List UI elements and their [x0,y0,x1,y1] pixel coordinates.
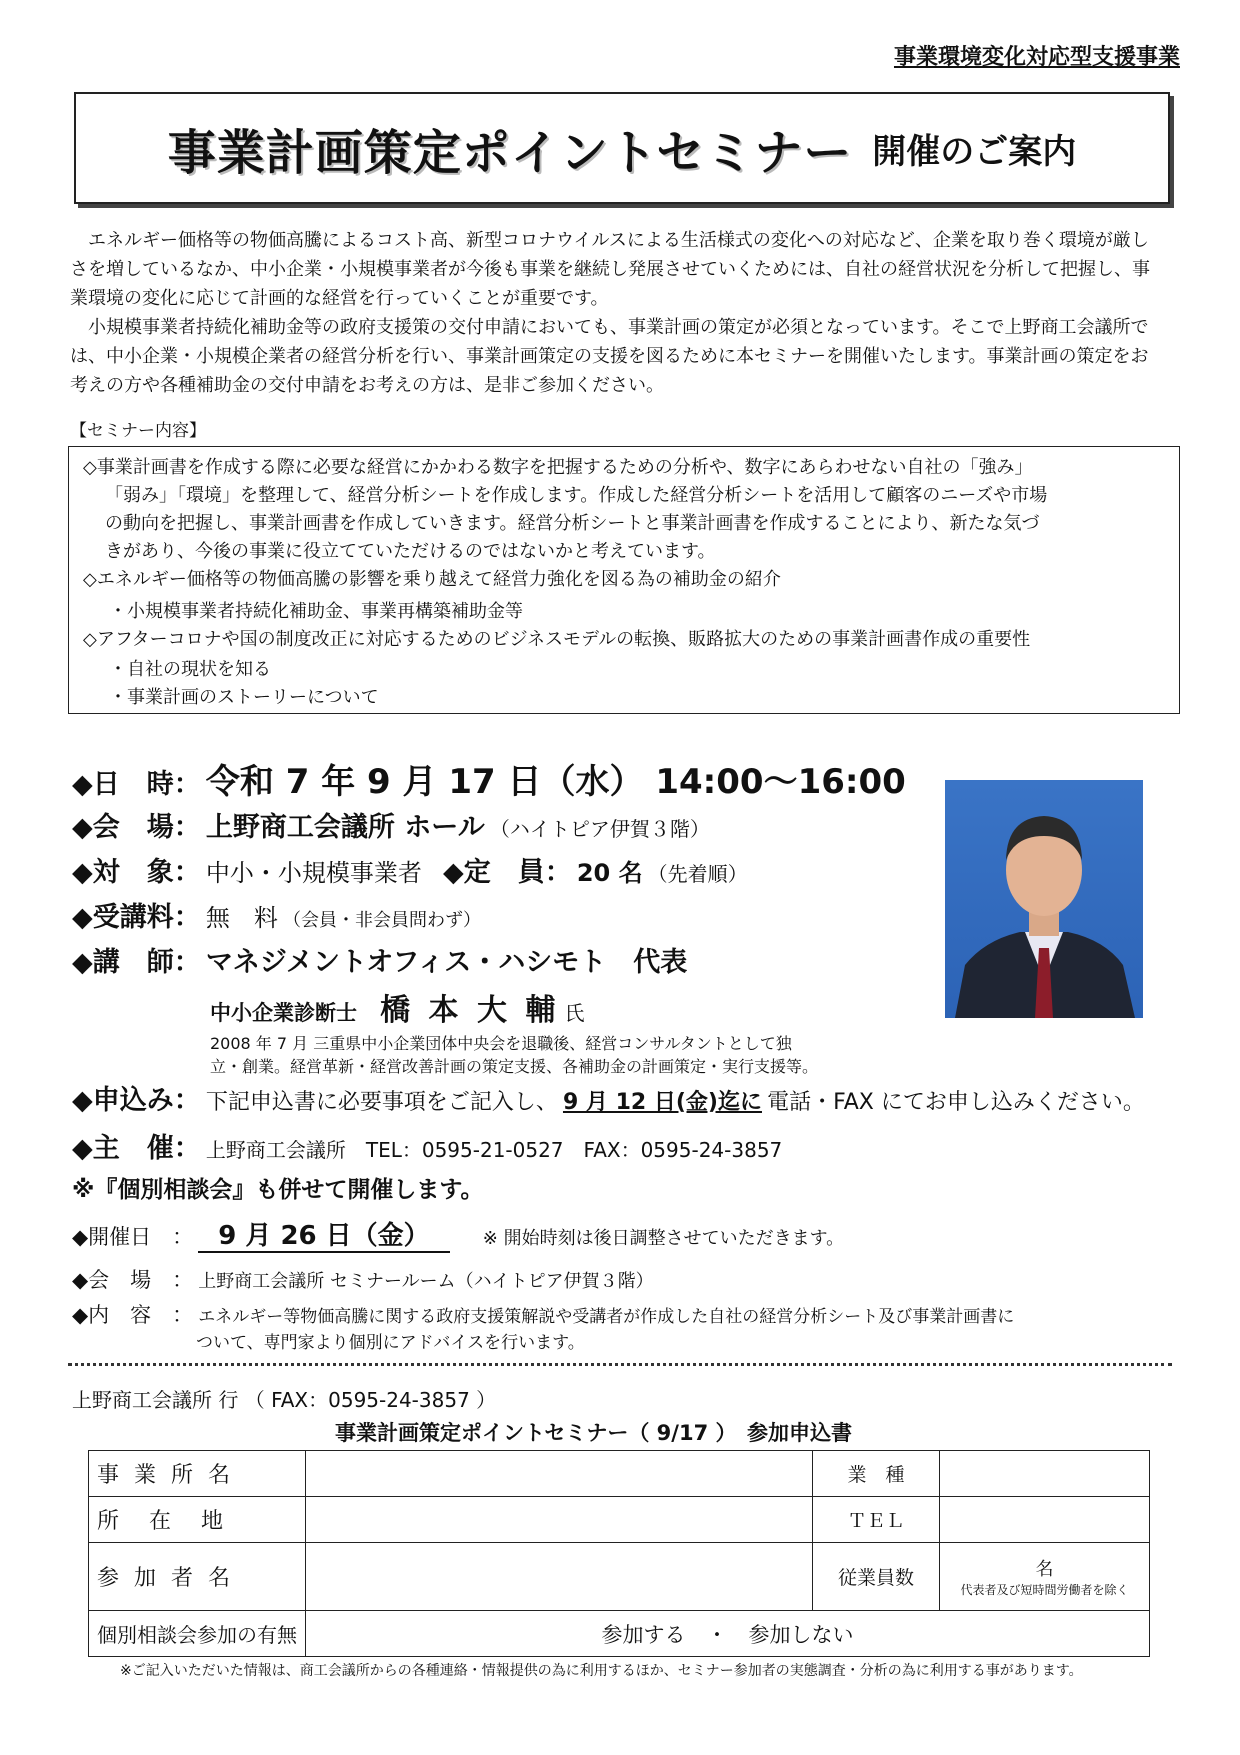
consult-date-label: ◆開催日 ： [72,1225,194,1249]
lecturer-photo [945,780,1143,1018]
datetime-row [72,754,906,803]
datetime-value: 令和 7 年 9 月 17 日（水） 14:00～16:00 [205,762,906,802]
consult-date-row [72,1215,844,1252]
form-fax-to: 上野商工会議所 行 （ FAX：0595-24-3857 ） [72,1388,497,1412]
fee-label: ◆受講料： [72,902,201,933]
tel-field[interactable] [940,1497,1150,1543]
employees-note: 代表者及び短時間労働者を除く [960,1583,1129,1597]
lecturer-org: マネジメントオフィス・ハシモト 代表 [205,947,688,978]
seminar-content-label: 【セミナー内容】 [70,421,206,441]
seminar-line: ◇事業計画書を作成する際に必要な経営にかかわる数字を把握するための分析や、数字にあらわせない自社の「強み」 [83,457,1033,478]
lecturer-label: ◆講 師： [72,947,201,978]
page-title: 事業計画策定ポイントセミナー [167,124,853,181]
tel-label: ＴＥＬ [813,1497,940,1543]
employees-unit: 名 [1035,1559,1054,1580]
seminar-line: ・自社の現状を知る [109,659,271,680]
page-subtitle: 開催のご案内 [872,131,1077,172]
seminar-content-box [68,446,1180,714]
consult-heading: ※『個別相談会』も併せて開催します。 [72,1177,484,1203]
consult-content-row [72,1299,1014,1329]
consult-content-1: エネルギー等物価高騰に関する政府支援策解説や受講者が作成した自社の経営分析シート及び事業計画書に [198,1307,1015,1327]
employees-field[interactable] [940,1543,1150,1611]
cut-line [68,1363,1172,1366]
consult-choice[interactable]: 参加する ・ 参加しない [306,1611,1150,1657]
venue-row [72,805,710,844]
capacity-label: ◆定 員： [442,857,572,888]
capacity-value: 20 名 [576,859,643,887]
lecturer-portrait-icon [945,780,1143,1018]
target-row [72,850,748,889]
host-row [72,1126,782,1165]
company-label: 事 業 所 名 [89,1451,306,1497]
company-field[interactable] [306,1451,813,1497]
target-label: ◆対 象： [72,857,201,888]
apply-deadline: 9 月 12 日(金)迄に [562,1090,762,1115]
lecturer-bio-2: 立・創業。経営革新・経営改善計画の策定支援、各補助金の計画策定・実行支援等。 [210,1057,819,1076]
apply-row [72,1078,1145,1117]
industry-field[interactable] [940,1451,1150,1497]
consult-venue-label: ◆会 場 ： [72,1268,194,1292]
consult-venue-value: 上野商工会議所 セミナールーム（ハイトピア伊賀３階） [198,1271,654,1292]
consult-date-note: ※ 開始時刻は後日調整させていただきます。 [482,1228,845,1249]
seminar-line: ◇エネルギー価格等の物価高騰の影響を乗り越えて経営力強化を図る為の補助金の紹介 [83,569,781,590]
target-value: 中小・小規模事業者 [205,859,422,887]
venue-label: ◆会 場： [72,812,201,843]
seminar-line: ・小規模事業者持続化補助金、事業再構築補助金等 [109,601,523,622]
seminar-line: ◇アフターコロナや国の制度改正に対応するためのビジネスモデルの転換、販路拡大のための事業計画書作成の重要性 [83,629,1031,650]
industry-label: 業 種 [813,1451,940,1497]
lecturer-title: 中小企業診断士 [210,1001,357,1025]
consult-content-2: ついて、専門家より個別にアドバイスを行います。 [196,1333,585,1353]
apply-pre: 下記申込書に必要事項をご記入し、 [205,1090,558,1115]
lecturer-name: 橋 本 大 輔 [380,993,560,1028]
seminar-line: きがあり、今後の事業に役立てていただけるのではないかと考えています。 [105,541,716,562]
seminar-line: ・事業計画のストーリーについて [109,687,379,708]
seminar-line: 「弱み」「環境」を整理して、経営分析シートを作成します。作成した経営分析シートを活用して顧客のニーズや市場 [105,485,1048,506]
program-tag: 事業環境変化対応型支援事業 [893,45,1180,70]
apply-label: ◆申込み： [72,1085,201,1116]
address-label: 所 在 地 [89,1497,306,1543]
intro-text [70,226,1160,400]
host-value: 上野商工会議所 TEL：0595-21-0527 FAX：0595-24-3857 [205,1138,783,1162]
lecturer-bio-1: 2008 年 7 月 三重県中小企業団体中央会を退職後、経営コンサルタントとして独 [210,1034,792,1053]
participant-label: 参 加 者 名 [89,1543,306,1611]
apply-post: 電話・FAX にてお申し込みください。 [767,1090,1145,1115]
employees-label: 従業員数 [813,1543,940,1611]
lecturer-name-row [210,985,585,1029]
seminar-line: の動向を把握し、事業計画書を作成していきます。経営分析シートと事業計画書を作成することにより、新たな気づ [105,513,1040,534]
address-field[interactable] [306,1497,813,1543]
consult-content-label: ◆内 容 ： [72,1303,194,1327]
consult-question-label: 個別相談会参加の有無 [89,1611,306,1657]
footnote: ※ご記入いただいた情報は、商工会議所からの各種連絡・情報提供の為に利用するほか、セミナー参加者の実態調査・分析の為に利用する事があります。 [120,1663,1083,1679]
consult-date-value: 9 月 26 日（金） [198,1221,449,1253]
venue-note: （ハイトピア伊賀３階） [489,817,710,841]
application-form [88,1450,1150,1657]
intro-paragraph-1: エネルギー価格等の物価高騰によるコスト高、新型コロナウイルスによる生活様式の変化への対応など、企業を取り巻く環境が厳しさを増しているなか、中小企業・小規模事業者が今後も事業を継続し発展させていくためには、自社の経営状況を分析して把握し、事業環境の変化に応じて計画的な経営を行っていくことが重要です。 [70,230,1150,309]
lecturer-row [72,940,687,979]
title-box [74,92,1170,204]
fee-note: （会員・非会員問わず） [282,910,481,931]
datetime-label: ◆日 時： [72,769,201,800]
capacity-note: （先着順） [647,862,748,886]
lecturer-suffix: 氏 [564,1001,585,1025]
venue-value: 上野商工会議所 ホール [205,812,485,843]
fee-row [72,895,481,934]
consult-venue-row [72,1264,654,1294]
host-label: ◆主 催： [72,1133,201,1164]
participant-field[interactable] [306,1543,813,1611]
fee-value: 無 料 [205,904,278,932]
form-title: 事業計画策定ポイントセミナー（ 9/17 ） 参加申込書 [335,1421,852,1445]
intro-paragraph-2: 小規模事業者持続化補助金等の政府支援策の交付申請においても、事業計画の策定が必須となっています。そこで上野商工会議所では、中小企業・小規模企業者の経営分析を行い、事業計画策定の支援を図るために本セミナーを開催いたします。事業計画の策定をお考えの方や各種補助金の交付申請をお考えの方は、是非ご参加ください。 [70,317,1149,396]
